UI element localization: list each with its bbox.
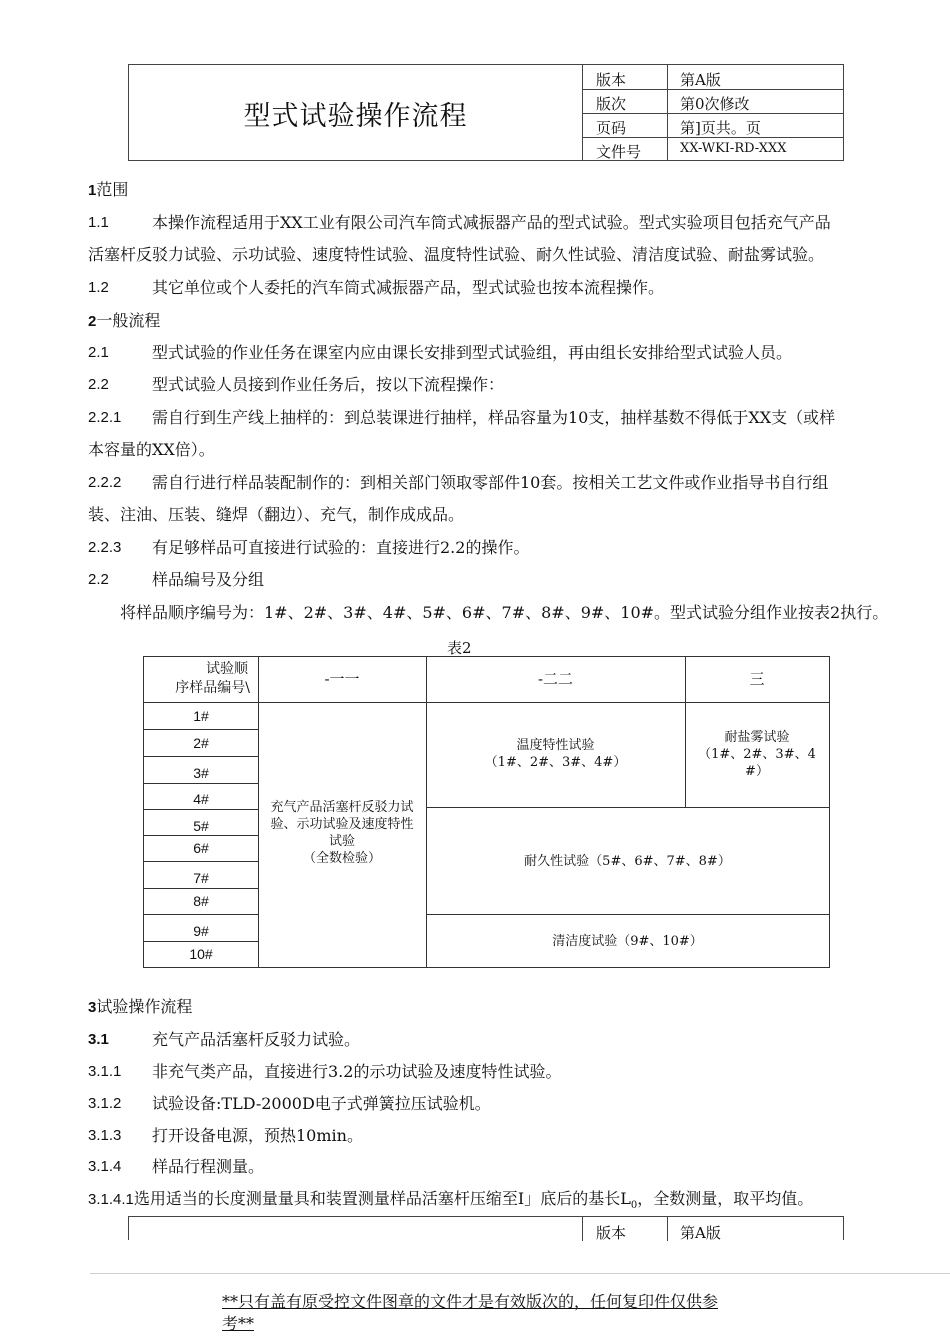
para-2-2-2-line1: 需自行进行样品装配制作的：到相关部门领取零部件10套。按相关工艺文件或作业指导书自行组 bbox=[152, 473, 829, 492]
footer-notice: **只有盖有原受控文件图章的文件才是有效版次的，任何复印件仅供参 考** bbox=[222, 1292, 719, 1333]
para-3-1-1-number: 3.1.1 bbox=[88, 1063, 122, 1080]
header-row-version bbox=[582, 65, 844, 89]
temperature-test-cell: 温度特性试验 （1#、2#、3#、4#） bbox=[484, 738, 627, 770]
page-label: 页码 bbox=[596, 119, 627, 137]
para-2-2-2-number: 2.2.2 bbox=[88, 474, 122, 491]
header-row-page bbox=[582, 113, 844, 137]
para-3-1-4-number: 3.1.4 bbox=[88, 1158, 122, 1175]
page-value: 第]页共。页 bbox=[680, 119, 761, 137]
header-row-docno bbox=[582, 137, 844, 161]
version-label: 版本 bbox=[596, 71, 627, 89]
sample-row: 6# bbox=[193, 840, 209, 856]
sample-row: 10# bbox=[189, 946, 213, 962]
header-row-revision bbox=[582, 89, 844, 113]
para-2-2-3: 有足够样品可直接进行试验的：直接进行2.2的操作。 bbox=[152, 538, 530, 557]
next-page-version-value: 第A版 bbox=[680, 1224, 721, 1242]
para-2-2-2-line2: 装、注油、压装、缝焊（翻边）、充气，制作成成品。 bbox=[88, 505, 465, 524]
sample-numbering-text: 将样品顺序编号为：1#、2#、3#、4#、5#、6#、7#、8#、9#、10#。型式试验分组作业按表2执行。 bbox=[120, 603, 889, 622]
section-3-heading: 3试验操作流程 bbox=[88, 997, 193, 1016]
para-2-2-3-number: 2.2.3 bbox=[88, 539, 122, 556]
next-page-version-label: 版本 bbox=[596, 1224, 627, 1242]
sample-row: 2# bbox=[193, 735, 209, 751]
col-header-1: -一一 bbox=[324, 670, 360, 688]
para-1-1-number: 1.1 bbox=[88, 214, 109, 231]
para-3-1-3-number: 3.1.3 bbox=[88, 1127, 122, 1144]
col-header-3: 三 bbox=[749, 670, 765, 688]
section-1-heading: 1范围 bbox=[88, 180, 129, 199]
sample-row: 3# bbox=[193, 765, 209, 781]
table-caption: 表2 bbox=[447, 639, 472, 657]
revision-value: 第0次修改 bbox=[680, 95, 750, 113]
section-2-heading: 2一般流程 bbox=[88, 311, 161, 330]
table-corner-header: 试验顺 序样品编号\ bbox=[175, 661, 250, 696]
para-2-1-number: 2.1 bbox=[88, 344, 109, 361]
page-title: 型式试验操作流程 bbox=[243, 101, 468, 132]
para-3-1-2-number: 3.1.2 bbox=[88, 1095, 122, 1112]
sample-row: 8# bbox=[193, 893, 209, 909]
para-3-1-number: 3.1 bbox=[88, 1031, 109, 1048]
docno-value: XX-WKI-RD-XXX bbox=[680, 141, 787, 156]
revision-label: 版次 bbox=[596, 95, 627, 113]
para-1-1-line1: 本操作流程适用于XX工业有限公司汽车筒式减振器产品的型式试验。型式实验项目包括充气产品 bbox=[152, 213, 831, 232]
sample-row: 5# bbox=[193, 818, 209, 834]
sample-row: 9# bbox=[193, 923, 209, 939]
para-3-1: 充气产品活塞杆反驳力试验。 bbox=[152, 1030, 361, 1049]
test-group-table bbox=[143, 656, 830, 968]
para-1-2-number: 1.2 bbox=[88, 279, 109, 296]
sample-row: 1# bbox=[193, 708, 209, 724]
para-3-1-3: 打开设备电源，预热10min。 bbox=[152, 1126, 363, 1145]
sample-row: 4# bbox=[193, 791, 209, 807]
para-3-1-4-1: 3.1.4.1选用适当的长度测量量具和装置测量样品活塞杆压缩至I」底后的基长$L_0$，全数测量，取平均值。 bbox=[88, 1189, 814, 1212]
para-2-1: 型式试验的作业任务在课室内应由课长安排到型式试验组，再由组长安排给型式试验人员。 bbox=[152, 343, 793, 362]
sample-row: 7# bbox=[193, 870, 209, 886]
para-2-2-number: 2.2 bbox=[88, 376, 109, 393]
para-2-2-1-number: 2.2.1 bbox=[88, 409, 122, 426]
cleanliness-test-cell: 清洁度试验（9#、10#） bbox=[552, 934, 703, 949]
durability-test-cell: 耐久性试验（5#、6#、7#、8#） bbox=[524, 854, 731, 869]
para-2-2-1-line2: 本容量的XX倍）。 bbox=[88, 440, 215, 459]
group-1-tests: 充气产品活塞杆反驳力试 验、示功试验及速度特性 试验 （全数检验） bbox=[270, 800, 414, 866]
next-page-header bbox=[128, 1216, 844, 1240]
para-1-1-line2: 活塞杆反驳力试验、示功试验、速度特性试验、温度特性试验、耐久性试验、清洁度试验、耐盐雾试验。 bbox=[88, 245, 825, 264]
para-3-1-2: 试验设备:TLD-2000D电子式弹簧拉压试验机。 bbox=[152, 1094, 491, 1113]
para-3-1-4: 样品行程测量。 bbox=[152, 1157, 265, 1176]
docno-label: 文件号 bbox=[596, 143, 642, 161]
para-1-2: 其它单位或个人委托的汽车筒式减振器产品，型式试验也按本流程操作。 bbox=[152, 278, 665, 297]
para-3-1-1: 非充气类产品，直接进行3.2的示功试验及速度特性试验。 bbox=[152, 1062, 562, 1081]
salt-spray-test-cell: 耐盐雾试验 （1#、2#、3#、4 #） bbox=[698, 730, 816, 779]
footer-divider bbox=[90, 1273, 950, 1274]
para-2-2b: 样品编号及分组 bbox=[152, 570, 265, 589]
para-2-2b-number: 2.2 bbox=[88, 571, 109, 588]
para-2-2: 型式试验人员接到作业任务后，按以下流程操作： bbox=[152, 375, 505, 394]
col-header-2: -二二 bbox=[537, 670, 574, 688]
version-value: 第A版 bbox=[680, 71, 721, 89]
para-2-2-1-line1: 需自行到生产线上抽样的：到总装课进行抽样，样品容量为10支，抽样基数不得低于XX支（或样 bbox=[152, 408, 836, 427]
document-header bbox=[128, 64, 844, 161]
